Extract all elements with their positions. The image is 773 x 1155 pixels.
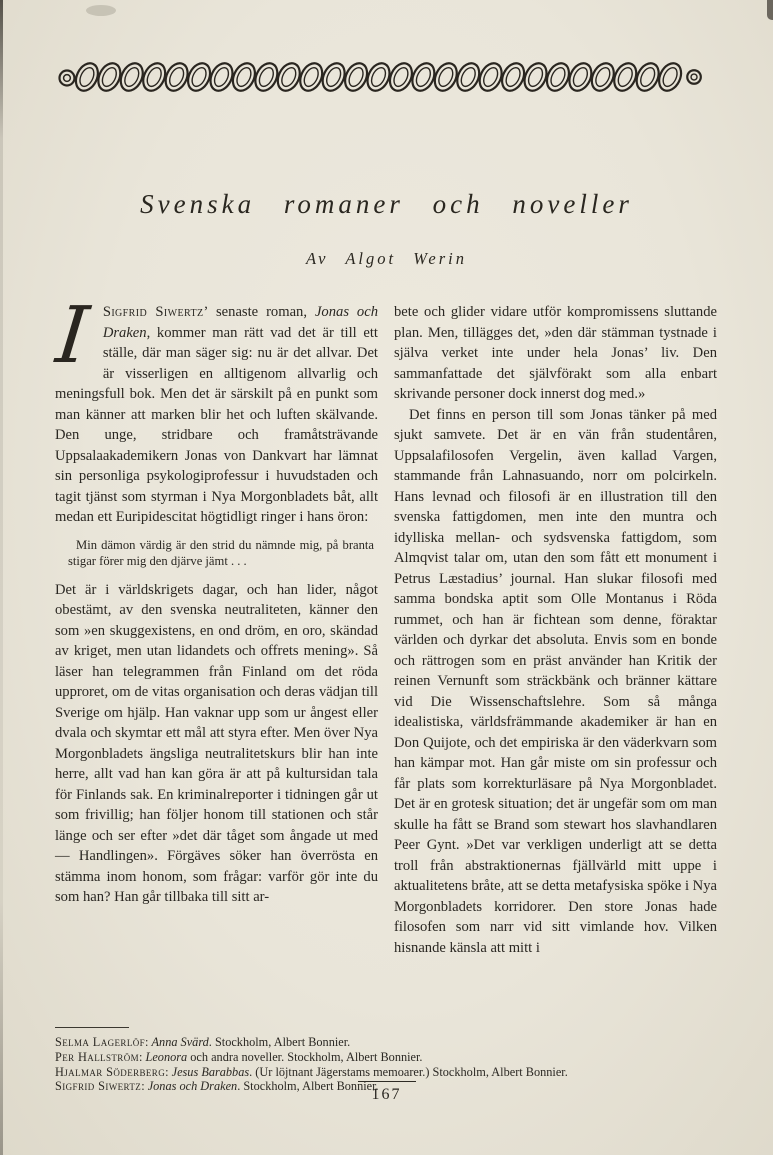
drop-cap-initial: I [52,291,93,381]
text-run: Sigfrid Siwertz’ [102,304,216,320]
text-run: Selma Lagerlöf [55,1035,146,1049]
text-run: , kommer man rätt vad det är till ett ställe, där man säger sig: nu är det allvar. Det är visserligen en alltigenom allvarlig och meningsfull bok. Men det är särskilt på en punkt som man känner att marken blir het och luften skälvande. Den unge, stridbare och framåtsträvande Uppsalaakademikern Jonas von Dankvart har lämnat sin personliga psykologiprofessur i huvudstaden och tagit tjänst som styrman i Nya Morgonbladets båt, allt medan ett Euripidescitat högtidligt ringer i hans öron: [55,324,378,525]
page-number-block [0,1081,773,1104]
text-run: senaste roman, [216,304,315,320]
page-number-rule [358,1081,416,1082]
article-title: Svenska romaner och noveller [140,189,633,219]
text-run: Det är i världskrigets dagar, och han lider, något obestämt, av den svenska neutraliteten, känner den som »en skuggexistens, en ond dröm, en oro, skändad av kriget, men utan lidandets och offrets mening». Så läser han telegrammen från Finland om det röda upproret, om de vitas organisation och deras vädjan till Sverige om hjälp. Han vaknar upp som ur ångest eller dvala och skymtar ett mål att styra efter. Men över Nya Morgonbladets ängsliga neutralitetskurs blir han inte herre, allt vad han kan göra är att på kultursidan tala för Finlands sak. En kriminalreporter i tidningen går ut som frivillig; han följer honom till stationen och står länge och ser efter »det där tåget som ångade ut med — Handlingen». Förgäves söker han överrösta en stämma inom honom, som frågar: varför gör inte du som han? Han går tillbaka till sitt ar- [55,581,378,905]
text-run: : [165,1064,172,1079]
paragraph [52,291,379,528]
text-run: Per Hallström [55,1049,139,1064]
text-run: . (Ur löjtnant Jägerstams memoarer.) Stockholm, Albert Bonnier. [249,1064,568,1079]
left-column [52,291,379,958]
rope-border-ornament [56,58,704,98]
article-body [52,291,717,958]
text-run: Anna Svärd [151,1035,209,1049]
right-column [394,302,717,958]
text-run: bete och glider vidare utför kompromissens sluttande plan. Men, tillägges det, »den där stämman tystnade i själva verket inte under hela Jonas’ liv. Den sammanfattade det självförakt som alla enbart skrivande personer dock innerst dog med.» [394,304,717,402]
article-byline: Av Algot Werin [306,249,467,268]
text-run: Min dämon värdig är den strid du nämnde mig, på branta stigar förer mig den djärve jämt . . . [68,537,374,568]
footnote-line [55,1035,719,1050]
pencil-smudge [86,5,116,16]
footnote-line [55,1065,719,1080]
scan-corner-mark [767,0,773,20]
text-run: Jonas och Draken [147,1079,238,1094]
text-run: Jesus Barabbas [171,1064,250,1079]
paragraph [68,537,374,569]
text-run: : [141,1079,148,1094]
text-run: Leonora [145,1049,188,1064]
text-run: . Stockholm, Albert Bonnier. [208,1035,351,1049]
text-run: Sigfrid Siwertz [55,1079,142,1094]
page-number: 167 [371,1086,402,1103]
scan-left-edge-shadow [0,0,3,1155]
text-run: Hjalmar Söderberg [55,1064,166,1079]
footnote-line [55,1050,719,1065]
text-run: : [145,1035,152,1049]
text-run: Jonas och Draken [102,304,379,341]
text-run: . Stockholm, Albert Bonnier. [237,1079,379,1094]
text-run: Det finns en person till som Jonas tänker på med sjukt samvete. Det är en vän från studentåren, Uppsalafilosofen Vergelin, även kallad Vargen, stammande från Lahnasuando, norr om polcirkeln. Hans levnad och filosofi är en illustration till den svenska fattigdomen, men inte den muntra och idylliska mellan- och sydsvenska fattigdom, som Almqvist talar om, utan den som fått ett monument i Petrus Læstadius’ journal. Han slukar filosofi med samma bondska aptit som Olle Montanus i Röda rummet, och han är fichtean som denne, föraktar världen och dyrkar det absoluta. Envis som en bonde och rättrogen som en präst använder han Kritik der reinen Vernunft som sträckbänk och bränner kättare vid Die Wissenschaftslehre. Som så många idealistiska, världsfrämmande akademiker är han en Don Quijote, och det empiriska är den väderkvarn som han kämpar mot. Han går miste om sin professur och får plats som korrekturläsare på Nya Morgonbladet. Det är en grotesk situation; det är ungefär som om man skulle ha fått se Brand som stewart hos slavhandlaren Peer Gynt. »Det var verkligen underligt att se detta troll från abstraktionernas fjällvärld mitt uppe i aktualitetens bråte, att se detta metafysiska spöke i Nya Morgonbladets korridorer. Den store Jonas hade filosofen som narr vid sitt vimlande hov. Vilken hisnande känsla att mitt i [394,406,717,956]
paragraph [394,405,717,959]
text-run: och andra noveller. Stockholm, Albert Bonnier. [187,1049,423,1064]
paragraph [394,302,717,405]
paragraph [55,580,378,908]
text-run: : [139,1049,146,1064]
footnote-separator-rule [55,1027,129,1028]
